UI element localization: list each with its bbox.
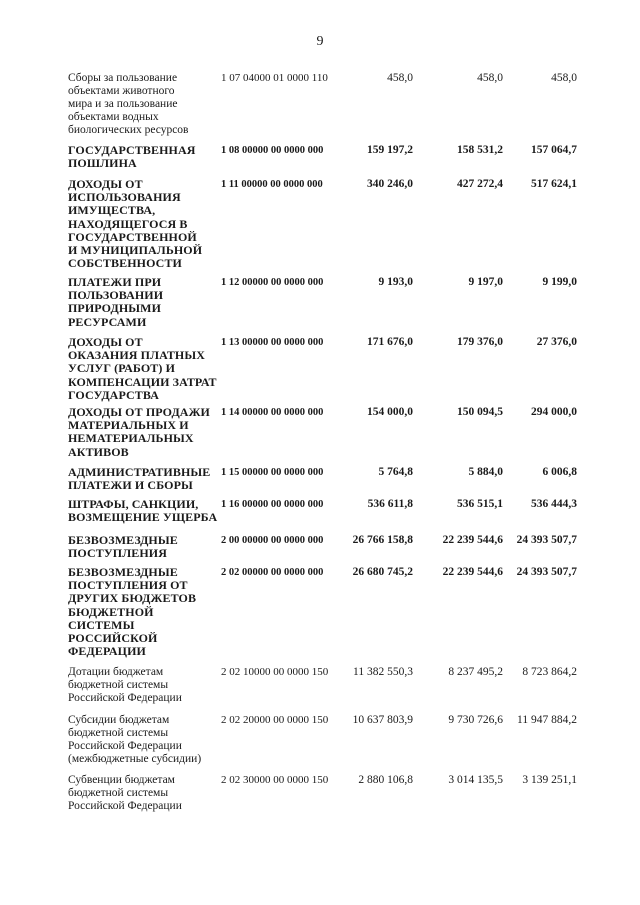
page-number: 9 [316,34,324,49]
row-name: Сборы за пользование объектами животного мира и за пользование объектами водных биологических ресурсов [68,72,189,136]
row-value-1: 536 611,8 [367,498,413,510]
row-value-3: 157 064,7 [531,144,577,156]
row-name: ГОСУДАРСТВЕННАЯ ПОШЛИНА [68,143,196,171]
row-value-2: 179 376,0 [457,336,503,348]
row-value-3: 27 376,0 [536,336,577,348]
row-value-3: 294 000,0 [531,406,577,418]
row-value-1: 458,0 [387,72,413,84]
row-code: 1 16 00000 00 0000 000 [221,499,324,510]
row-code: 1 13 00000 00 0000 000 [221,337,324,348]
row-code: 1 11 00000 00 0000 000 [221,179,323,190]
row-value-3: 9 199,0 [542,276,577,288]
row-value-2: 427 272,4 [457,178,503,190]
row-value-3: 536 444,3 [531,498,577,510]
row-value-2: 536 515,1 [457,498,503,510]
row-code: 1 14 00000 00 0000 000 [221,407,324,418]
row-code: 2 00 00000 00 0000 000 [221,535,324,546]
row-value-2: 458,0 [477,72,503,84]
row-value-1: 171 676,0 [367,336,413,348]
row-value-2: 22 239 544,6 [442,534,503,546]
row-name: Дотации бюджетам бюджетной системы Российской Федерации [68,666,182,704]
row-value-1: 26 680 745,2 [352,566,413,578]
row-name: Субсидии бюджетам бюджетной системы Российской Федерации (межбюджетные субсидии) [68,714,202,765]
row-code: 2 02 00000 00 0000 000 [221,567,324,578]
row-value-3: 8 723 864,2 [522,666,577,678]
row-value-1: 10 637 803,9 [352,714,413,726]
row-value-3: 24 393 507,7 [516,566,577,578]
row-name: ПЛАТЕЖИ ПРИ ПОЛЬЗОВАНИИ ПРИРОДНЫМИ РЕСУРСАМИ [68,275,164,329]
row-value-3: 3 139 251,1 [522,774,577,786]
row-value-3: 517 624,1 [531,178,577,190]
row-name: АДМИНИСТРАТИВНЫЕ ПЛАТЕЖИ И СБОРЫ [68,465,211,493]
row-code: 1 08 00000 00 0000 000 [221,145,324,156]
row-value-1: 154 000,0 [367,406,413,418]
row-code: 1 15 00000 00 0000 000 [221,467,324,478]
row-value-2: 9 197,0 [468,276,503,288]
row-value-2: 22 239 544,6 [442,566,503,578]
row-value-3: 6 006,8 [542,466,577,478]
row-value-1: 5 764,8 [378,466,413,478]
row-name: ДОХОДЫ ОТ ПРОДАЖИ МАТЕРИАЛЬНЫХ И НЕМАТЕРИАЛЬНЫХ АКТИВОВ [68,405,210,459]
row-code: 2 02 20000 00 0000 150 [221,714,329,726]
row-value-1: 9 193,0 [378,276,413,288]
row-code: 1 07 04000 01 0000 110 [221,72,328,84]
row-value-1: 2 880 106,8 [358,774,413,786]
row-name: БЕЗВОЗМЕЗДНЫЕ ПОСТУПЛЕНИЯ [68,533,178,561]
row-value-2: 8 237 495,2 [448,666,503,678]
row-value-3: 458,0 [551,72,577,84]
row-value-1: 11 382 550,3 [353,666,413,678]
row-name: ШТРАФЫ, САНКЦИИ, ВОЗМЕЩЕНИЕ УЩЕРБА [68,497,218,525]
row-code: 1 12 00000 00 0000 000 [221,277,324,288]
row-value-3: 24 393 507,7 [516,534,577,546]
row-value-1: 159 197,2 [367,144,413,156]
row-value-2: 3 014 135,5 [448,774,503,786]
row-name: ДОХОДЫ ОТ ОКАЗАНИЯ ПЛАТНЫХ УСЛУГ (РАБОТ) И КОМПЕНСАЦИИ ЗАТРАТ ГОСУДАРСТВА [68,335,217,402]
row-name: БЕЗВОЗМЕЗДНЫЕ ПОСТУПЛЕНИЯ ОТ ДРУГИХ БЮДЖЕТОВ БЮДЖЕТНОЙ СИСТЕМЫ РОССИЙСКОЙ ФЕДЕРАЦИИ [68,565,197,659]
row-value-2: 5 884,0 [468,466,503,478]
row-code: 2 02 30000 00 0000 150 [221,774,329,786]
row-value-2: 9 730 726,6 [448,714,503,726]
row-value-3: 11 947 884,2 [517,714,577,726]
row-value-2: 150 094,5 [457,406,503,418]
row-code: 2 02 10000 00 0000 150 [221,666,329,678]
row-name: Субвенции бюджетам бюджетной системы Российской Федерации [68,774,182,812]
row-value-1: 26 766 158,8 [352,534,413,546]
row-value-1: 340 246,0 [367,178,413,190]
row-name: ДОХОДЫ ОТ ИСПОЛЬЗОВАНИЯ ИМУЩЕСТВА, НАХОДЯЩЕГОСЯ В ГОСУДАРСТВЕННОЙ И МУНИЦИПАЛЬНОЙ СОБСТВЕННОСТИ [68,177,203,271]
row-value-2: 158 531,2 [457,144,503,156]
